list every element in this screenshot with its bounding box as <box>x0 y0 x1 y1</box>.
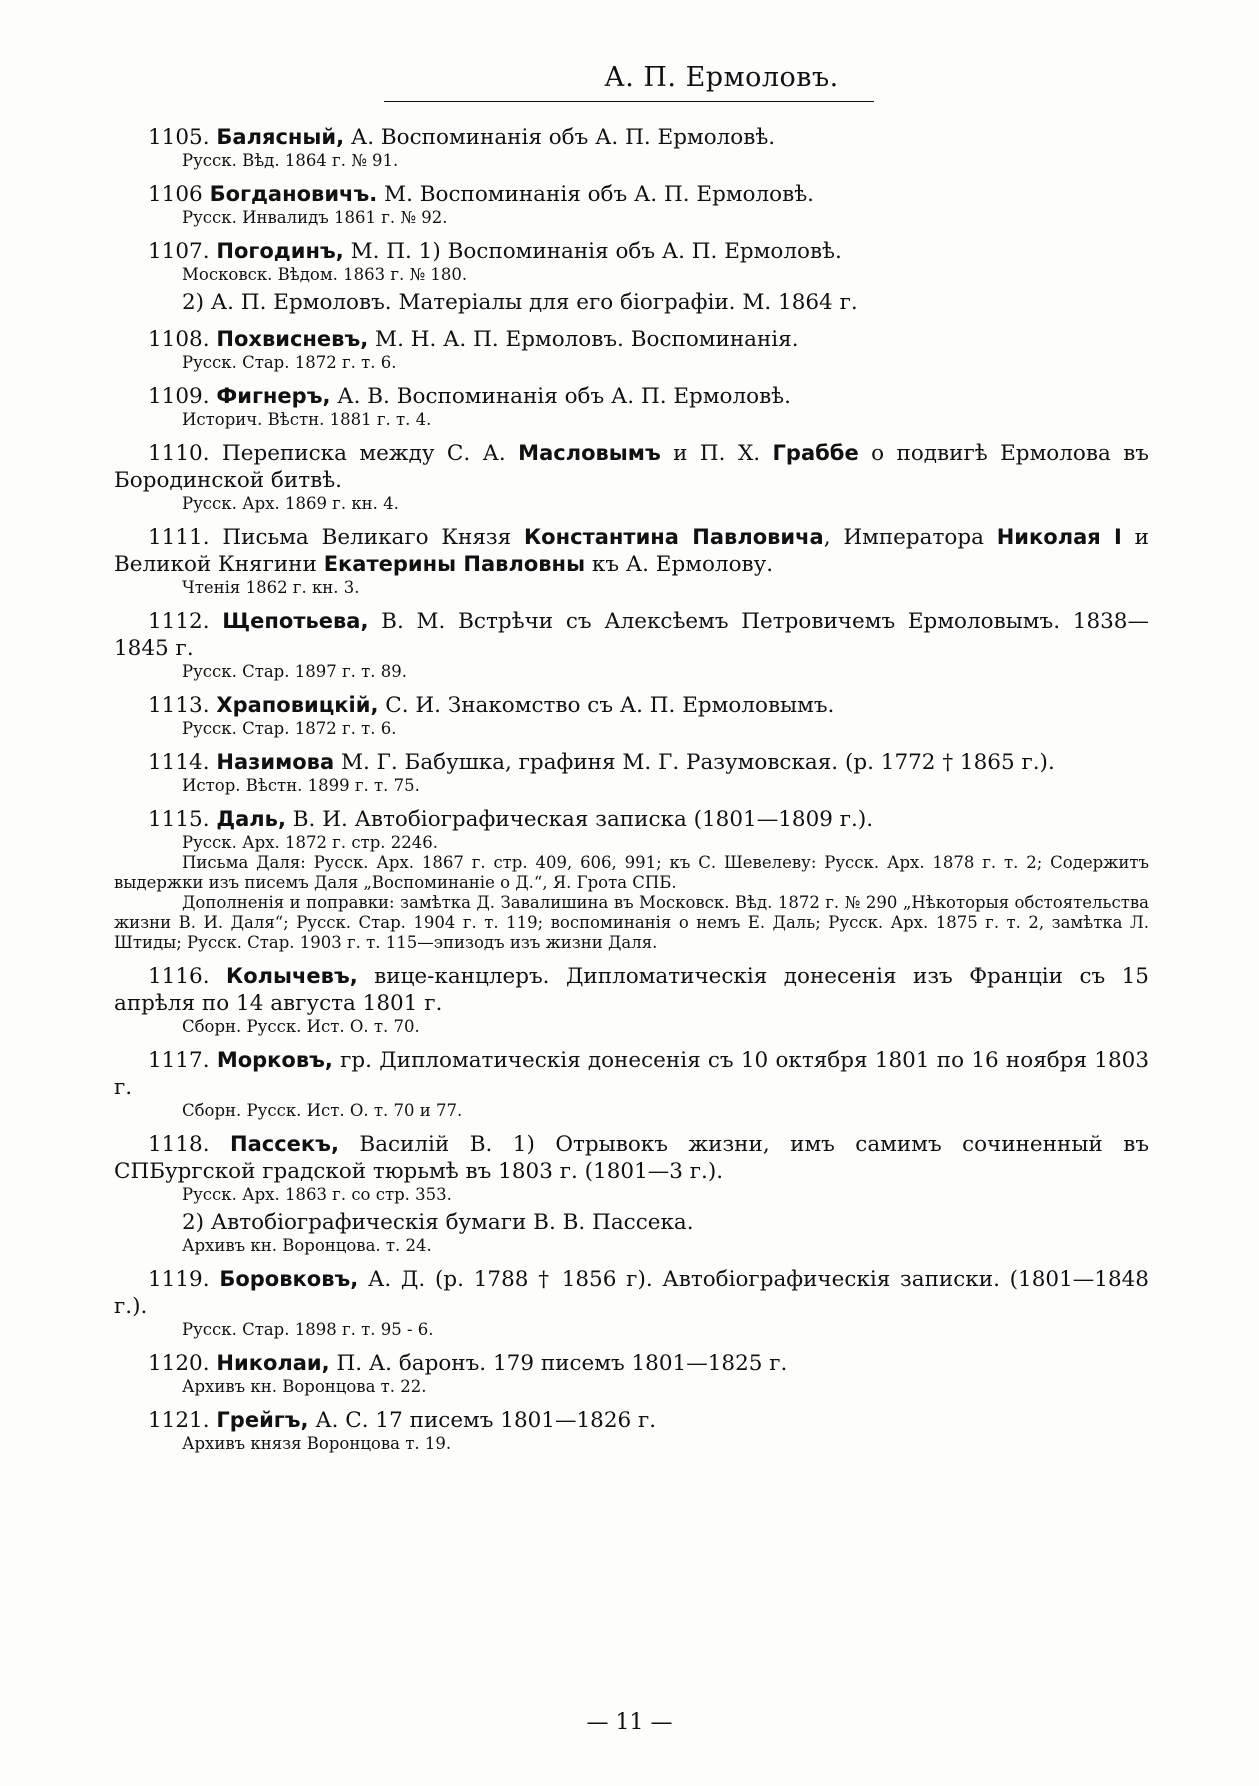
entry-source-2: Архивъ кн. Воронцова. т. 24. <box>182 1236 432 1255</box>
entry-number: 1119. <box>148 1267 210 1292</box>
entry-title: Василій В. 1) Отрывокъ жизни, имъ самимъ сочиненный въ СПБургской градской тюрьмѣ въ 1803 г. (1801—3 г.). <box>114 1132 1149 1184</box>
entry-number: 1114. <box>148 750 210 775</box>
bibliography-entry <box>114 124 1149 171</box>
entry-source: Историч. Вѣстн. 1881 г. т. 4. <box>182 410 432 429</box>
entry-title: М. П. 1) Воспоминанія объ А. П. Ермоловѣ. <box>343 239 842 264</box>
entry-source: Русск. Стар. 1898 г. т. 95 - 6. <box>182 1320 434 1339</box>
entry-author: Погодинъ, <box>216 239 344 263</box>
entry-title: С. И. Знакомство съ А. П. Ермоловымъ. <box>378 693 835 718</box>
entry-author: Богдановичъ. <box>209 182 378 206</box>
bibliography-entry <box>114 1350 1149 1397</box>
entry-number: 1116. <box>148 964 210 989</box>
entry-title: М. Н. А. П. Ермоловъ. Воспоминанія. <box>368 327 799 352</box>
entry-number: 1117. <box>148 1048 210 1073</box>
entry-number: 1118. <box>148 1132 210 1157</box>
entry-author: Фигнеръ, <box>216 384 331 408</box>
entry-author: Даль, <box>216 807 286 831</box>
entry-title: В. М. Встрѣчи съ Алексѣемъ Петровичемъ Ермоловымъ. 1838—1845 г. <box>114 609 1149 661</box>
entry-author-3: Екатерины Павловны <box>323 552 586 576</box>
entry-author: Грейгъ, <box>216 1408 309 1432</box>
bibliography-entry <box>114 692 1149 739</box>
entry-text-mid: , Императора <box>823 525 997 550</box>
entry-main-line <box>114 238 1149 265</box>
entry-sub-item: 2) Автобіографическія бумаги В. В. Пассека. <box>182 1210 694 1235</box>
entry-title: о подвигѣ Ермолова въ Бородинской битвѣ. <box>114 441 1149 493</box>
bibliography-entry <box>114 1131 1149 1256</box>
entry-main-line <box>114 326 1149 353</box>
entry-main-line <box>114 1131 1149 1185</box>
bibliography-entry <box>114 383 1149 430</box>
entry-number: 1111. <box>148 525 210 550</box>
page-number: — 11 — <box>586 1710 673 1735</box>
entry-main-line <box>114 608 1149 662</box>
bibliography-entry <box>114 326 1149 373</box>
entry-main-line <box>114 1350 1149 1377</box>
entry-main-line <box>114 383 1149 410</box>
entry-main-line <box>114 524 1149 578</box>
entry-author: Храповицкій, <box>216 693 379 717</box>
entry-source: Русск. Вѣд. 1864 г. № 91. <box>182 151 399 170</box>
entry-author: Масловымъ <box>518 441 661 465</box>
entry-number: 1109. <box>148 384 210 409</box>
entry-note: Дополненія и поправки: замѣтка Д. Завалишина въ Московск. Вѣд. 1872 г. № 290 „Нѣкоторыя обстоятельства жизни В. И. Даля“; Русск. Стар. 1904 г. т. 119; воспоминанія о немъ Е. Даль; Русск. Арх. 1875 г. т. 2, замѣтка Л. Штиды; Русск. Стар. 1903 г. т. 115—эпизодъ изъ жизни Даля. <box>114 893 1149 952</box>
entry-main-line <box>114 692 1149 719</box>
entry-main-line <box>114 749 1149 776</box>
entry-main-line <box>114 963 1149 1017</box>
bibliography-entry <box>114 1266 1149 1340</box>
entry-text-mid: и П. Х. <box>660 441 773 466</box>
entry-source: Русск. Арх. 1863 г. со стр. 353. <box>182 1185 452 1204</box>
entry-author: Морковъ, <box>216 1048 333 1072</box>
entry-main-line <box>114 1407 1149 1434</box>
bibliography-entry <box>114 1407 1149 1454</box>
entry-title: гр. Дипломатическія донесенія съ 10 октября 1801 по 16 ноября 1803 г. <box>114 1048 1149 1100</box>
entry-source: Истор. Вѣстн. 1899 г. т. 75. <box>182 776 420 795</box>
bibliography-list <box>114 124 1149 1454</box>
entry-number: 1110. <box>148 441 210 466</box>
entry-number: 1121. <box>148 1408 210 1433</box>
bibliography-entry <box>114 181 1149 228</box>
entry-source: Русск. Стар. 1872 г. т. 6. <box>182 719 397 738</box>
entry-author: Боровковъ, <box>219 1267 359 1291</box>
entry-number: 1105. <box>148 125 210 150</box>
entry-number: 1120. <box>148 1351 210 1376</box>
entry-author: Николаи, <box>216 1351 330 1375</box>
entry-title: М. Г. Бабушка, графиня М. Г. Разумовская. (р. 1772 † 1865 г.). <box>334 750 1055 775</box>
entry-text-pre: Переписка между С. А. <box>209 441 519 466</box>
bibliography-entry <box>114 1047 1149 1121</box>
running-header: А. П. Ермоловъ. <box>604 62 839 93</box>
entry-source: Сборн. Русск. Ист. О. т. 70 и 77. <box>182 1101 463 1120</box>
header-rule <box>384 101 874 102</box>
entry-number: 1107. <box>148 239 210 264</box>
entry-title: вице-канцлеръ. Дипломатическія донесенія изъ Франціи съ 15 апрѣля по 14 августа 1801 г. <box>114 964 1149 1016</box>
entry-title: М. Воспоминанія объ А. П. Ермоловѣ. <box>377 182 815 207</box>
entry-author: Балясный, <box>216 125 345 149</box>
entry-title: А. Воспоминанія объ А. П. Ермоловѣ. <box>344 125 776 150</box>
entry-source: Русск. Арх. 1872 г. стр. 2246. <box>182 833 438 852</box>
entry-author: Константина Павловича <box>524 525 824 549</box>
entry-author: Назимова <box>216 750 335 774</box>
entry-number: 1106 <box>148 182 203 207</box>
entry-title: къ А. Ермолову. <box>585 552 774 577</box>
entry-source: Московск. Вѣдом. 1863 г. № 180. <box>182 265 468 284</box>
entry-source: Сборн. Русск. Ист. О. т. 70. <box>182 1017 420 1036</box>
entry-title: А. Д. (р. 1788 † 1856 г). Автобіографическія записки. (1801—1848 г.). <box>114 1267 1149 1319</box>
entry-main-line <box>114 124 1149 151</box>
entry-author: Похвисневъ, <box>216 327 369 351</box>
entry-source: Чтенія 1862 г. кн. 3. <box>182 578 360 597</box>
bibliography-entry <box>114 963 1149 1037</box>
entry-main-line <box>114 181 1149 208</box>
entry-number: 1112. <box>148 609 210 634</box>
entry-number: 1115. <box>148 807 210 832</box>
entry-main-line <box>114 1047 1149 1101</box>
entry-author-2: Граббе <box>772 441 859 465</box>
bibliography-entry <box>114 238 1149 316</box>
bibliography-entry <box>114 749 1149 796</box>
entry-text-mid-2: и Великой Княгини <box>114 525 1149 577</box>
entry-source: Архивъ кн. Воронцова т. 22. <box>182 1377 427 1396</box>
entry-number: 1113. <box>148 693 210 718</box>
entry-main-line <box>114 806 1149 833</box>
entry-source: Архивъ князя Воронцова т. 19. <box>182 1434 452 1453</box>
entry-text-pre: Письма Великаго Князя <box>209 525 525 550</box>
entry-source: Русск. Стар. 1897 г. т. 89. <box>182 662 407 681</box>
entry-title: В. И. Автобіографическая записка (1801—1809 г.). <box>285 807 874 832</box>
entry-source: Русск. Арх. 1869 г. кн. 4. <box>182 494 399 513</box>
bibliography-entry <box>114 440 1149 514</box>
entry-main-line <box>114 1266 1149 1320</box>
entry-author-2: Николая I <box>996 525 1122 549</box>
entry-title: А. С. 17 писемъ 1801—1826 г. <box>308 1408 657 1433</box>
entry-author: Щепотьева, <box>222 609 369 633</box>
entry-sub-item: 2) А. П. Ермоловъ. Матеріалы для его біографіи. М. 1864 г. <box>182 290 858 315</box>
bibliography-entry <box>114 608 1149 682</box>
entry-number: 1108. <box>148 327 210 352</box>
bibliography-entry <box>114 806 1149 953</box>
entry-title: А. В. Воспоминанія объ А. П. Ермоловѣ. <box>330 384 791 409</box>
entry-author: Колычевъ, <box>226 964 358 988</box>
bibliography-entry <box>114 524 1149 598</box>
entry-source: Русск. Стар. 1872 г. т. 6. <box>182 353 397 372</box>
entry-note: Письма Даля: Русск. Арх. 1867 г. стр. 409, 606, 991; къ С. Шевелеву: Русск. Арх. 1878 г. т. 2; Содержитъ выдержки изъ писемъ Даля „Воспоминаніе о Д.“, Я. Грота СПБ. <box>114 853 1149 892</box>
entry-main-line <box>114 440 1149 494</box>
entry-source: Русск. Инвалидъ 1861 г. № 92. <box>182 208 448 227</box>
entry-title: П. А. баронъ. 179 писемъ 1801—1825 г. <box>329 1351 788 1376</box>
entry-author: Пассекъ, <box>230 1132 339 1156</box>
